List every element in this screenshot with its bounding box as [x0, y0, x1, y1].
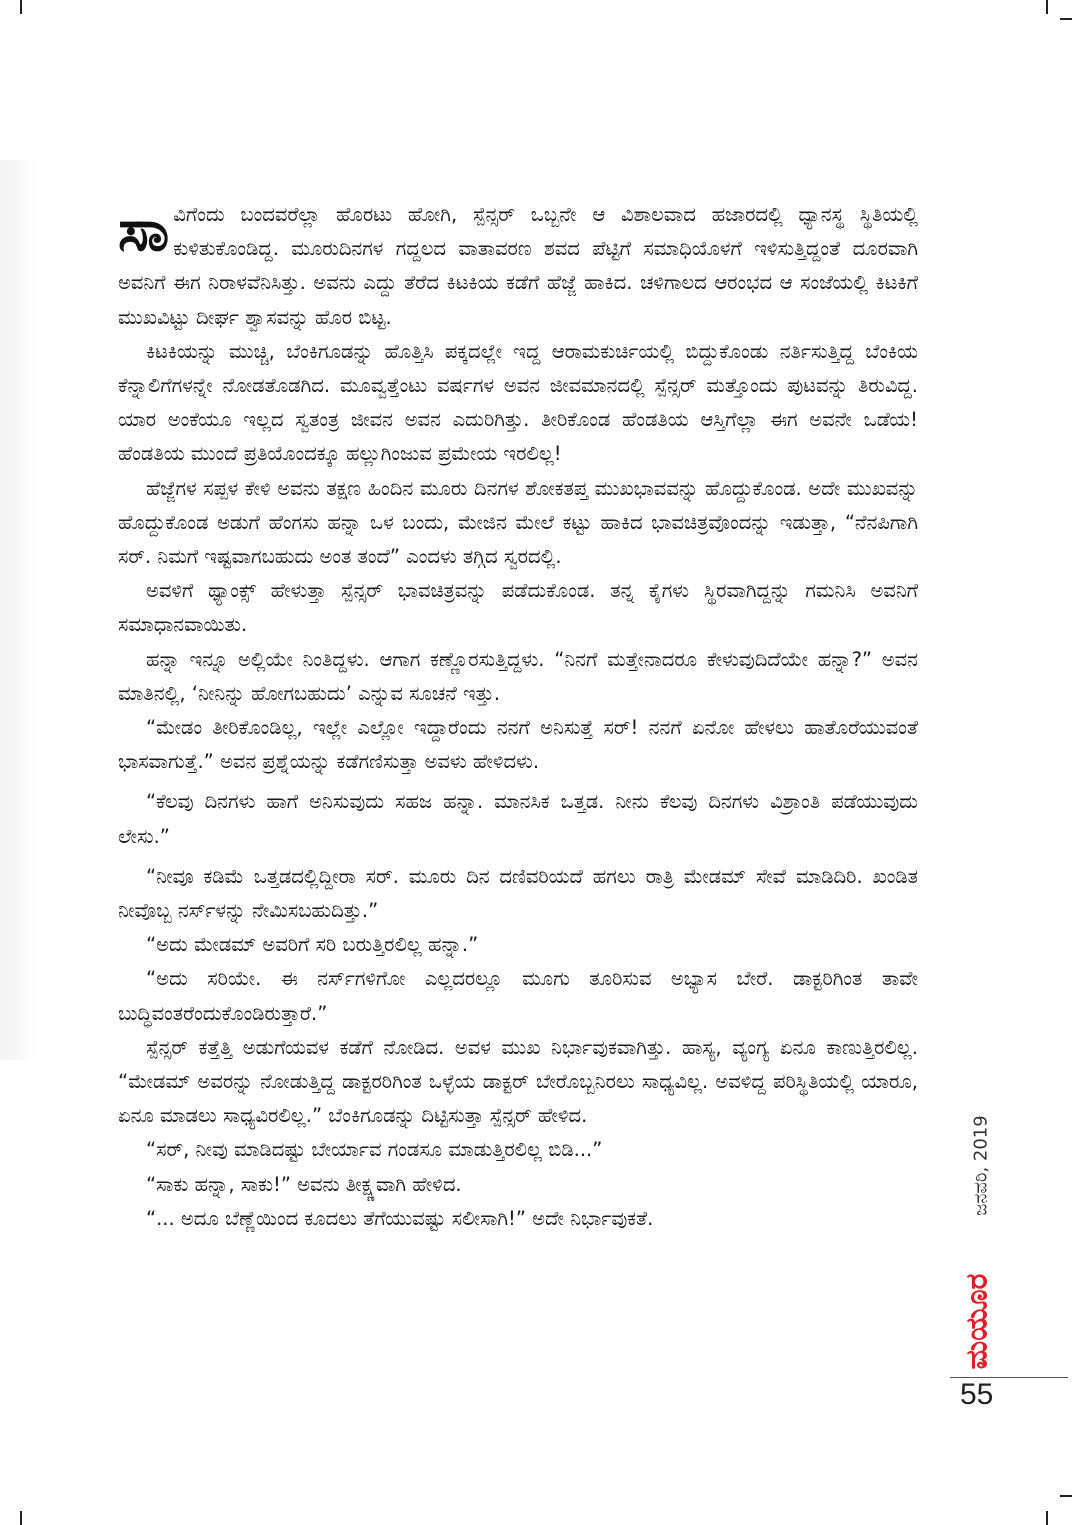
- page-number: 55: [960, 1378, 994, 1411]
- magazine-logo-text: ಮಯೂರ: [959, 1273, 995, 1369]
- paragraph-13: “ಸಾಕು ಹನ್ನಾ, ಸಾಕು!” ಅವನು ತೀಕ್ಷ್ಣವಾಗಿ ಹೇಳಿದ.: [146, 1172, 462, 1196]
- issue-date-text: ಜನವರಿ, 2019: [970, 1114, 992, 1216]
- paragraph-6: “ಮೇಡಂ ತೀರಿಕೊಂಡಿಲ್ಲ, ಇಲ್ಲೇ ಎಲ್ಲೋ ಇದ್ದಾರೆಂದು ನನಗೆ ಅನಿಸುತ್ತೆ ಸರ್! ನನಗೆ ಏನೋ ಹೇಳಲು ಹಾತೊರೆಯುವಂತೆ ಭಾಸವಾಗುತ್ತೆ.” ಅವನ ಪ್ರಶ್ನೆಯನ್ನು ಕಡೆಗಣಿಸುತ್ತಾ ಅವಳು ಹೇಳಿದಳು.: [118, 716, 918, 774]
- paragraph-9: “ಅದು ಮೇಡಮ್ ಅವರಿಗೆ ಸರಿ ಬರುತ್ತಿರಲಿಲ್ಲ ಹನ್ನಾ.”: [146, 933, 479, 957]
- paragraph-2: ಕಿಟಕಿಯನ್ನು ಮುಚ್ಚಿ, ಬೆಂಕಿಗೂಡನ್ನು ಹೊತ್ತಿಸಿ ಪಕ್ಕದಲ್ಲೇ ಇದ್ದ ಆರಾಮಕುರ್ಚಿಯಲ್ಲಿ ಬಿದ್ದುಕೊಂಡು ನರ್ತಿಸುತ್ತಿದ್ದ ಬೆಂಕಿಯ ಕೆನ್ನಾಲಿಗೆಗಳನ್ನೇ ನೋಡತೊಡಗಿದ. ಮೂವ್ವತ್ತೆಂಟು ವರ್ಷಗಳ ಅವನ ಜೀವಮಾನದಲ್ಲಿ ಸ್ಪೆನ್ಸರ್ ಮತ್ತೊಂದು ಪುಟವನ್ನು ತಿರುವಿದ್ದ. ಯಾರ ಅಂಕೆಯೂ ಇಲ್ಲದ ಸ್ವತಂತ್ರ ಜೀವನ ಅವನ ಎದುರಿಗಿತ್ತು. ತೀರಿಕೊಂಡ ಹೆಂಡತಿಯ ಆಸ್ತಿಗೆಲ್ಲಾ ಈಗ ಅವನೇ ಒಡೆಯ! ಹೆಂಡತಿಯ ಮುಂದೆ ಪ್ರತಿಯೊಂದಕ್ಕೂ ಹಲ್ಲುಗಿಂಜುವ ಪ್ರಮೇಯ ಇರಲಿಲ್ಲ!: [118, 339, 918, 466]
- paragraph-14: “... ಅದೂ ಬೆಣ್ಣೆಯಿಂದ ಕೂದಲು ತೆಗೆಯುವಷ್ಟು ಸಲೀಸಾಗಿ!” ಅದೇ ನಿರ್ಭಾವುಕತೆ.: [146, 1206, 654, 1230]
- crop-mark-top-left: [20, 0, 22, 14]
- paragraph-7: “ಕೆಲವು ದಿನಗಳು ಹಾಗೆ ಅನಿಸುವುದು ಸಹಜ ಹನ್ನಾ. ಮಾನಸಿಕ ಒತ್ತಡ. ನೀನು ಕೆಲವು ದಿನಗಳು ವಿಶ್ರಾಂತಿ ಪಡೆಯುವುದು ಲೇಸು.”: [118, 790, 918, 848]
- paragraph-1-text: ವಿಗೆಂದು ಬಂದವರೆಲ್ಲಾ ಹೊರಟು ಹೋಗಿ, ಸ್ಪೆನ್ಸರ್ ಒಬ್ಬನೇ ಆ ವಿಶಾಲವಾದ ಹಜಾರದಲ್ಲಿ ಧ್ಯಾನಸ್ಥ ಸ್ಥಿತಿಯಲ್ಲಿ ಕುಳಿತುಕೊಂಡಿದ್ದ. ಮೂರುದಿನಗಳ ಗದ್ದಲದ ವಾತಾವರಣ ಶವದ ಪೆಟ್ಟಿಗೆ ಸಮಾಧಿಯೊಳಗೆ ಇಳಿಸುತ್ತಿದ್ದಂತೆ ದೂರವಾಗಿ ಅವನಿಗೆ ಈಗ ನಿರಾಳವೆನಿಸಿತ್ತು. ಅವನು ಎದ್ದು ತೆರೆದ ಕಿಟಕಿಯ ಕಡೆಗೆ ಹೆಜ್ಜೆ ಹಾಕಿದ. ಚಳಿಗಾಲದ ಆರಂಭದ ಆ ಸಂಜೆಯಲ್ಲಿ ಕಿಟಕಿಗೆ ಮುಖವಿಟ್ಟು ದೀರ್ಘ ಶ್ವಾಸವನ್ನು ಹೊರ ಬಿಟ್ಟ.: [118, 203, 918, 329]
- drop-cap: ಸಾ: [118, 196, 170, 264]
- crop-mark-right-upper: [1060, 18, 1072, 20]
- paragraph-3: ಹೆಜ್ಜೆಗಳ ಸಪ್ಪಳ ಕೇಳಿ ಅವನು ತಕ್ಷಣ ಹಿಂದಿನ ಮೂರು ದಿನಗಳ ಶೋಕತಪ್ತ ಮುಖಭಾವವನ್ನು ಹೊದ್ದುಕೊಂಡ. ಅದೇ ಮುಖವನ್ನು ಹೊದ್ದುಕೊಂಡ ಅಡುಗೆ ಹೆಂಗಸು ಹನ್ನಾ ಒಳ ಬಂದು, ಮೇಜಿನ ಮೇಲೆ ಕಟ್ಟು ಹಾಕಿದ ಭಾವಚಿತ್ರವೊಂದನ್ನು ಇಡುತ್ತಾ, “ನೆನಪಿಗಾಗಿ ಸರ್. ನಿಮಗೆ ಇಷ್ಟವಾಗಬಹುದು ಅಂತ ತಂದೆ” ಎಂದಳು ತಗ್ಗಿದ ಸ್ವರದಲ್ಲಿ.: [118, 476, 918, 569]
- paragraph-12: “ಸರ್, ನೀವು ಮಾಡಿದಷ್ಟು ಬೇರ್ಯಾವ ಗಂಡಸೂ ಮಾಡುತ್ತಿರಲಿಲ್ಲ ಬಿಡಿ...”: [146, 1138, 603, 1162]
- article-body: [118, 198, 918, 1236]
- crop-mark-top-right: [1046, 0, 1048, 14]
- scan-edge-shadow: [0, 160, 40, 1060]
- paragraph-1: [118, 198, 918, 335]
- issue-date: [964, 1080, 998, 1250]
- crop-mark-bottom-left: [20, 1511, 22, 1525]
- magazine-logo: [956, 1262, 998, 1380]
- paragraph-8: “ನೀವೂ ಕಡಿಮೆ ಒತ್ತಡದಲ್ಲಿದ್ದೀರಾ ಸರ್. ಮೂರು ದಿನ ದಣಿವರಿಯದೆ ಹಗಲು ರಾತ್ರಿ ಮೇಡಮ್ ಸೇವೆ ಮಾಡಿದಿರಿ. ಖಂಡಿತ ನೀವೊಬ್ಬ ನರ್ಸ್‌ಳನ್ನು ನೇಮಿಸಬಹುದಿತ್ತು.”: [118, 864, 918, 923]
- paragraph-5: ಹನ್ನಾ ಇನ್ನೂ ಅಲ್ಲಿಯೇ ನಿಂತಿದ್ದಳು. ಆಗಾಗ ಕಣ್ಣೊರಸುತ್ತಿದ್ದಳು. “ನಿನಗೆ ಮತ್ತೇನಾದರೂ ಕೇಳುವುದಿದೆಯೇ ಹನ್ನಾ?” ಅವನ ಮಾತಿನಲ್ಲಿ, ‘ನೀನಿನ್ನು ಹೋಗಬಹುದು’ ಎನ್ನುವ ಸೂಚನೆ ಇತ್ತು.: [118, 647, 918, 705]
- paragraph-4: ಅವಳಿಗೆ ಥ್ಯಾಂಕ್ಸ್ ಹೇಳುತ್ತಾ ಸ್ಪೆನ್ಸರ್ ಭಾವಚಿತ್ರವನ್ನು ಪಡೆದುಕೊಂಡ. ತನ್ನ ಕೈಗಳು ಸ್ಥಿರವಾಗಿದ್ದನ್ನು ಗಮನಿಸಿ ಅವನಿಗೆ ಸಮಾಧಾನವಾಯಿತು.: [118, 579, 918, 637]
- paragraph-10: “ಅದು ಸರಿಯೇ. ಈ ನರ್ಸ್‌ಗಳಿಗೋ ಎಲ್ಲದರಲ್ಲೂ ಮೂಗು ತೂರಿಸುವ ಅಭ್ಯಾಸ ಬೇರೆ. ಡಾಕ್ಟರಿಗಿಂತ ತಾವೇ ಬುದ್ಧಿವಂತರೆಂದುಕೊಂಡಿರುತ್ತಾರೆ.”: [118, 967, 918, 1025]
- crop-mark-bottom-right: [1046, 1511, 1048, 1525]
- paragraph-11: ಸ್ಪೆನ್ಸರ್ ಕತ್ತೆತ್ತಿ ಅಡುಗೆಯವಳ ಕಡೆಗೆ ನೋಡಿದ. ಅವಳ ಮುಖ ನಿರ್ಭಾವುಕವಾಗಿತ್ತು. ಹಾಸ್ಯ, ವ್ಯಂಗ್ಯ ಏನೂ ಕಾಣುತ್ತಿರಲಿಲ್ಲ. “ಮೇಡಮ್ ಅವರನ್ನು ನೋಡುತ್ತಿದ್ದ ಡಾಕ್ಟರರಿಗಿಂತ ಒಳ್ಳೆಯ ಡಾಕ್ಟರ್ ಬೇರೊಬ್ಬನಿರಲು ಸಾಧ್ಯವಿಲ್ಲ. ಅವಳಿದ್ದ ಪರಿಸ್ಥಿತಿಯಲ್ಲಿ ಯಾರೂ, ಏನೂ ಮಾಡಲು ಸಾಧ್ಯವಿರಲಿಲ್ಲ.” ಬೆಂಕಿಗೂಡನ್ನು ದಿಟ್ಟಿಸುತ್ತಾ ಸ್ಪೆನ್ಸರ್ ಹೇಳಿದ.: [118, 1035, 918, 1128]
- crop-mark-right-lower: [1060, 1495, 1072, 1497]
